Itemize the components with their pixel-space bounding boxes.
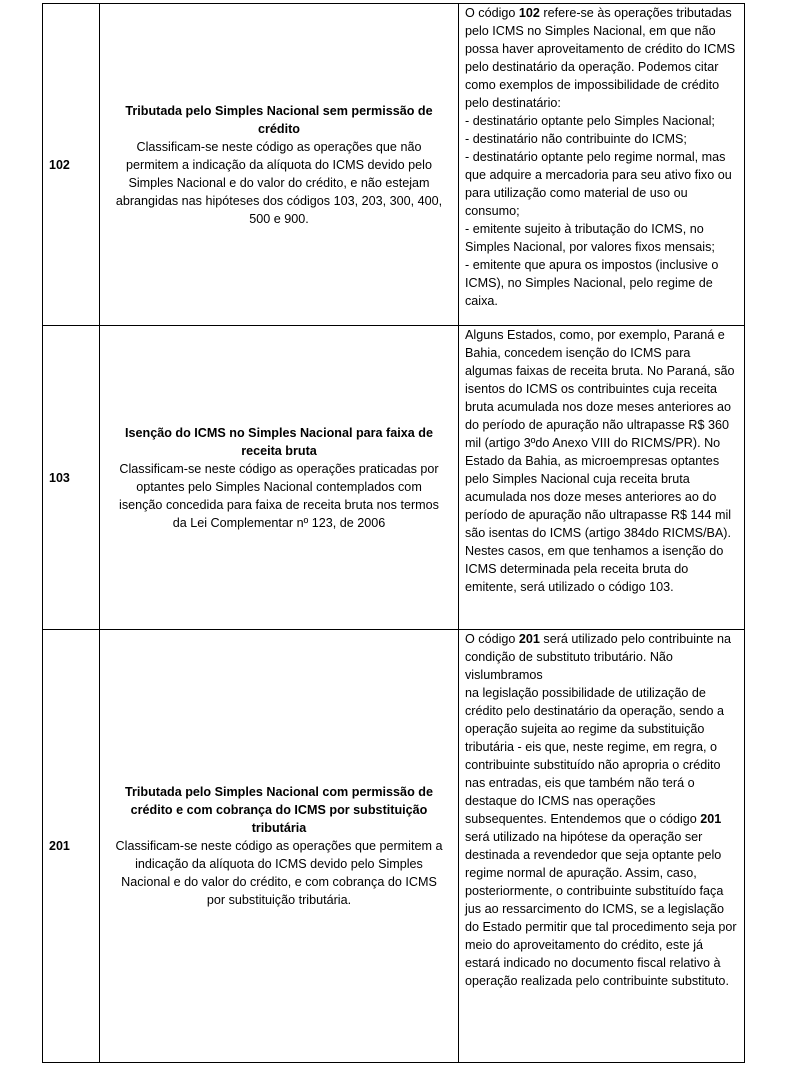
code-classification: Classificam-se neste código as operações que não permitem a indicação da alíquota do ICMS devido pelo Simples Nacional e do valor do crédito, e não estejam abrangidas nas hipóteses dos códigos 103, 203, 300, 400, 500 e 900. [115, 139, 443, 226]
code-cell: 103 [43, 326, 100, 630]
description-text: refere-se às operações tributadas pelo ICMS no Simples Nacional, em que não possa haver aproveitamento de crédito do ICMS pelo destinatário da operação. Podemos citar como exemplos de impossibilidade de crédito pelo destinatário: - destinatário optante pelo Simples Nacional; - destinatário não contribuinte do ICMS; - destinatário optante pelo regime normal, mas que adquire a mercadoria para seu ativo fixo ou para utilização como material de uso ou consumo; - emitente sujeito à tributação do ICMS, no Simples Nacional, por valores fixos mensais; - emitente que apura os impostos (inclusive o ICMS), no Simples Nacional, pelo regime de caixa. [465, 6, 736, 308]
description-cell [459, 630, 745, 1063]
description-text: será utilizado na hipótese da operação ser destinada a revendedor que seja optante pelo regime normal de apuração. Assim, caso, posteriormente, o contribuinte substituído faça jus ao ressarcimento do ICMS, se a legislação do Estado permitir que tal procedimento seja por meio do aproveitamento do crédito, este já estará indicado no documento fiscal relativo à operação realizada pelo contribuinte substituto. [465, 812, 741, 988]
code-classification: Classificam-se neste código as operações que permitem a indicação da alíquota do ICMS devido pelo Simples Nacional e do valor do crédito, e com cobrança do ICMS por substituição tributária. [115, 839, 443, 907]
cst-code-table [42, 3, 745, 1063]
description-intro: O código [465, 6, 519, 20]
description-code: 201 [700, 812, 722, 826]
title-cell [100, 326, 459, 630]
table-row [43, 630, 745, 1063]
table-row [43, 326, 745, 630]
description-cell [459, 4, 745, 326]
code-cell: 102 [43, 4, 100, 326]
table-row [43, 4, 745, 326]
description-code: 102 [518, 6, 540, 20]
description-cell: Alguns Estados, como, por exemplo, Paraná e Bahia, concedem isenção do ICMS para algumas faixas de receita bruta. No Paraná, são isentos do ICMS os contribuintes cuja receita bruta acumulada nos doze meses anteriores ao do período de apuração não ultrapasse R$ 360 mil (artigo 3ºdo Anexo VIII do RICMS/PR). No Estado da Bahia, as microempresas optantes pelo Simples Nacional cuja receita bruta acumulada nos doze meses anteriores ao do período de apuração não ultrapasse R$ 144 mil são isentas do ICMS (artigo 384do RICMS/BA). Nestes casos, em que tenhamos a isenção do ICMS determinada pela receita bruta do emitente, será utilizado o código 103. [459, 326, 745, 630]
description-intro: O código [465, 632, 519, 646]
code-title: Tributada pelo Simples Nacional com permissão de crédito e com cobrança do ICMS por substituição tributária [125, 785, 433, 835]
title-cell [100, 630, 459, 1063]
code-classification: Classificam-se neste código as operações praticadas por optantes pelo Simples Nacional contemplados com isenção concedida para faixa de receita bruta nos termos da Lei Complementar nº 123, de 2006 [119, 461, 439, 530]
code-title: Tributada pelo Simples Nacional sem permissão de crédito [125, 103, 433, 136]
code-title: Isenção do ICMS no Simples Nacional para faixa de receita bruta [125, 425, 433, 458]
description-text: será utilizado pelo contribuinte na condição de substituto tributário. Não vislumbramos na legislação possibilidade de utilização de crédito pelo destinatário da operação, sendo a operação sujeita ao regime da substituição tributária - eis que, neste regime, em regra, o contribuinte substituído não apropria o crédito nas entradas, eis que também não terá o destaque do ICMS nas operações subsequentes. Entendemos que o código [465, 632, 732, 826]
title-cell [100, 4, 459, 326]
code-cell: 201 [43, 630, 100, 1063]
description-code: 201 [518, 632, 540, 646]
